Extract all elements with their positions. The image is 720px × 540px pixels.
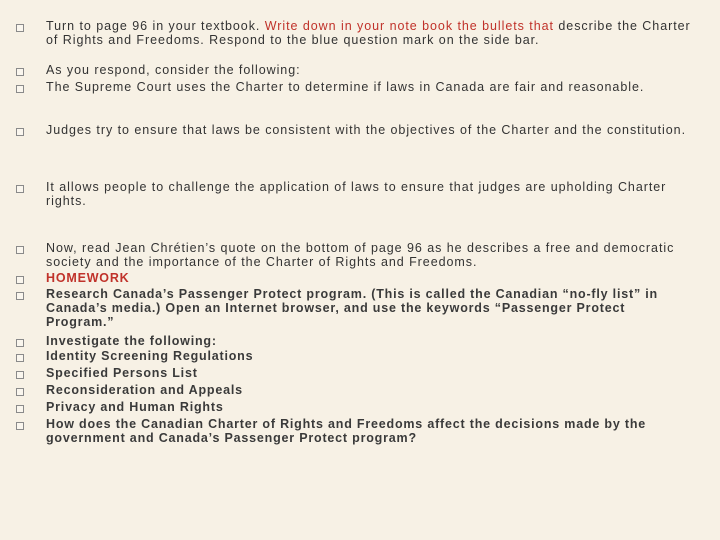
checkbox-bullet-icon: [16, 68, 24, 76]
bullet-text: Specified Persons List: [46, 366, 198, 380]
homework-heading: HOMEWORK: [46, 271, 130, 285]
bullet-text: Judges try to ensure that laws be consistent with the objectives of the Charter and the constitution.: [46, 123, 687, 137]
checkbox-bullet-icon: [16, 24, 24, 32]
highlighted-text: Write down in your note book the bullets that: [264, 19, 554, 33]
bullet-text: How does the Canadian Charter of Rights and Freedoms affect the decisions made by the government and Canada’s Passenger Protect program?: [46, 417, 647, 445]
bullet-text: Privacy and Human Rights: [46, 400, 224, 414]
bullet-text: Reconsideration and Appeals: [46, 383, 243, 397]
checkbox-bullet-icon: [16, 339, 24, 347]
bullet-text: As you respond, consider the following:: [46, 63, 301, 77]
bullet-text: Now, read Jean Chrétien’s quote on the bottom of page 96 as he describes a free and democratic society and the importance of the Charter of Rights and Freedoms.: [46, 241, 675, 269]
bullet-text: Research Canada’s Passenger Protect program. (This is called the Canadian “no-fly list” in Canada’s media.) Open an Internet browser, and use the keywords “Passenger Protect Program.”: [46, 287, 658, 329]
checkbox-bullet-icon: [16, 185, 24, 193]
checkbox-bullet-icon: [16, 422, 24, 430]
checkbox-bullet-icon: [16, 371, 24, 379]
bullet-text: It allows people to challenge the application of laws to ensure that judges are upholding Charter rights.: [46, 180, 667, 208]
checkbox-bullet-icon: [16, 128, 24, 136]
bullet-text: Investigate the following:: [46, 334, 217, 348]
bullet-text: Turn to page 96 in your textbook. Write down in your note book the bullets that describe the Charter of Rights and Freedoms. Respond to the blue question mark on the side bar.: [46, 19, 691, 47]
checkbox-bullet-icon: [16, 354, 24, 362]
bullet-text: Identity Screening Regulations: [46, 349, 254, 363]
checkbox-bullet-icon: [16, 388, 24, 396]
checkbox-bullet-icon: [16, 85, 24, 93]
checkbox-bullet-icon: [16, 292, 24, 300]
bullet-text: The Supreme Court uses the Charter to determine if laws in Canada are fair and reasonable.: [46, 80, 645, 94]
checkbox-bullet-icon: [16, 276, 24, 284]
checkbox-bullet-icon: [16, 246, 24, 254]
checkbox-bullet-icon: [16, 405, 24, 413]
